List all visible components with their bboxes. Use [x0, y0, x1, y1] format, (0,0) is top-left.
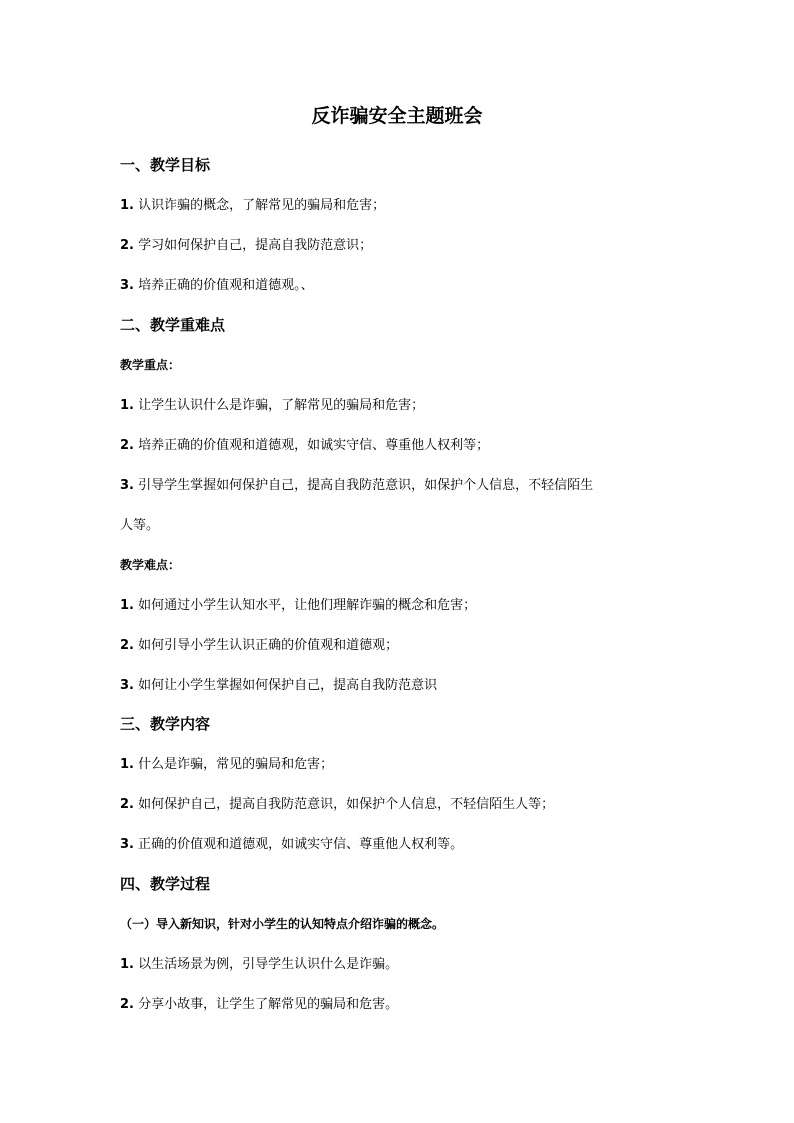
list-item: [120, 237, 372, 255]
list-item: [120, 197, 385, 215]
list-item-text: 正确的价值观和道德观，如诚实守信、尊重他人权利等。: [133, 837, 464, 852]
list-item-number: 1.: [120, 198, 134, 213]
list-item: [120, 836, 463, 854]
list-item-text: 什么是诈骗，常见的骗局和危害；: [133, 757, 334, 772]
list-item-text: 如何引导小学生认识正确的价值观和道德观；: [133, 638, 399, 653]
list-item-text: 如何保护自己，提高自我防范意识，如保护个人信息，不轻信陌生人等；: [133, 797, 555, 812]
section-heading: 三、教学内容: [120, 715, 211, 733]
list-item-text: 以生活场景为例，引导学生认识什么是诈骗。: [133, 957, 399, 972]
list-item: [120, 597, 476, 615]
list-item-continuation: 人等。: [120, 518, 160, 533]
list-item-text: 让学生认识什么是诈骗，了解常见的骗局和危害；: [133, 398, 425, 413]
list-item-number: 3.: [120, 278, 134, 293]
list-item: [120, 796, 554, 814]
list-item-text: 如何通过小学生认知水平，让他们理解诈骗的概念和危害；: [133, 598, 477, 613]
list-item: [120, 756, 333, 774]
list-item: [120, 397, 424, 415]
list-item-number: 3.: [120, 478, 134, 493]
list-item: [120, 677, 437, 695]
list-item: [120, 996, 398, 1014]
list-item: [120, 277, 314, 295]
list-item: [120, 477, 593, 495]
list-item-number: 1.: [120, 957, 134, 972]
list-item-number: 3.: [120, 837, 134, 852]
list-item-number: 2.: [120, 638, 134, 653]
section-heading: 二、教学重难点: [120, 316, 226, 334]
list-item-text: 引导学生掌握如何保护自己，提高自我防范意识，如保护个人信息，不轻信陌生: [133, 478, 594, 493]
list-item-number: 3.: [120, 678, 134, 693]
subsection-heading: （一）导入新知识，针对小学生的认知特点介绍诈骗的概念。: [120, 917, 445, 931]
list-item-number: 1.: [120, 398, 134, 413]
list-item-number: 2.: [120, 797, 134, 812]
list-item-number: 2.: [120, 438, 134, 453]
subsection-heading: 教学重点：: [120, 358, 181, 372]
list-item-text: 如何让小学生掌握如何保护自己，提高自我防范意识: [133, 678, 438, 693]
list-item-text: 分享小故事，让学生了解常见的骗局和危害。: [133, 997, 399, 1012]
section-heading: 四、教学过程: [120, 875, 211, 893]
subsection-heading: 教学难点：: [120, 558, 181, 572]
list-item-text: 培养正确的价值观和道德观。、: [133, 278, 314, 293]
list-item-number: 1.: [120, 598, 134, 613]
list-item-number: 2.: [120, 997, 134, 1012]
list-item-text: 培养正确的价值观和道德观，如诚实守信、尊重他人权利等；: [133, 438, 490, 453]
list-item-text: 认识诈骗的概念，了解常见的骗局和危害；: [133, 198, 386, 213]
list-item: [120, 437, 489, 455]
section-heading: 一、教学目标: [120, 156, 211, 174]
list-item-number: 2.: [120, 238, 134, 253]
document-title: 反诈骗安全主题班会: [311, 105, 483, 127]
list-item: [120, 637, 398, 655]
list-item-number: 1.: [120, 757, 134, 772]
list-item-text: 学习如何保护自己，提高自我防范意识；: [133, 238, 373, 253]
list-item: [120, 956, 398, 974]
